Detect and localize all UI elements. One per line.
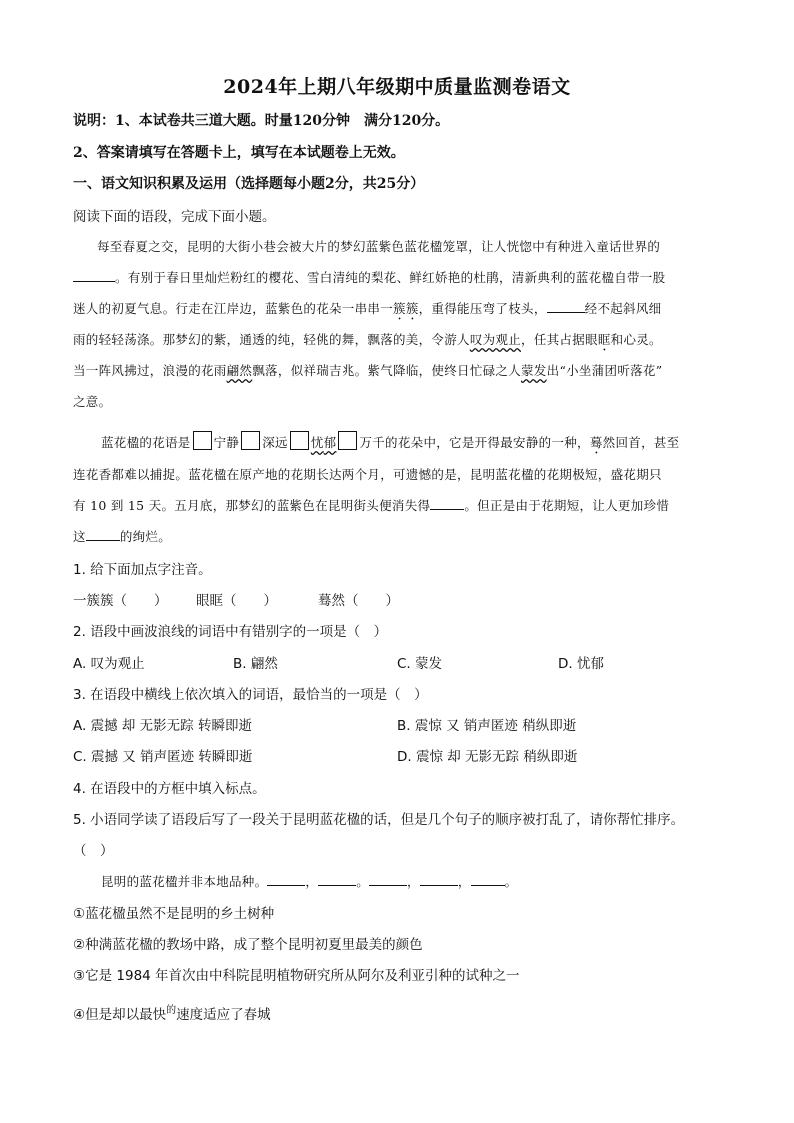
punctuation-box[interactable]: [241, 431, 260, 450]
passage-1-line-5: 当一阵风拂过，浪漫的花雨翩然飘落，似祥瑞吉兆。紫气降临，使终日忙碌之人蒙发出“小坐蒲团听落花”: [73, 363, 663, 378]
punctuation-box[interactable]: [338, 431, 357, 450]
question-5-answer-paren: （ ）: [73, 843, 114, 859]
order-blank-3: [369, 873, 407, 886]
q3-option-b[interactable]: B. 震惊 又 销声匿迹 稍纵即逝: [397, 718, 577, 734]
passage-1-line-2: 。有别于春日里灿烂粉红的樱花、雪白清纯的梨花、鲜红娇艳的杜鹃，清新典利的蓝花楹自带一股: [73, 268, 665, 286]
question-5-lead: 昆明的蓝花楹并非本地品种。 ， 。 ， ， 。: [101, 874, 518, 889]
question-2-stem: 2. 语段中画波浪线的词语中有错别字的一项是（ ）: [73, 624, 388, 640]
page-title: 2024年上期八年级期中质量监测卷语文: [223, 76, 571, 98]
question-3-stem: 3. 在语段中横线上依次填入的词语，最恰当的一项是（ ）: [73, 687, 428, 703]
passage-1-line-4: 雨的轻轻荡涤。那梦幻的紫，通透的纯，轻佻的舞，飘落的美，令游人叹为观止，任其占据眼眶和心灵。: [73, 332, 662, 347]
wavy-word: 叹为观止: [469, 332, 522, 347]
q5-sentence-4: ④但是却以最快$^的$速度适应了春城: [73, 1005, 271, 1023]
q3-option-d[interactable]: D. 震惊 却 无影无踪 稍纵即逝: [397, 749, 578, 765]
dotted-word: 簇簇: [393, 301, 419, 316]
wavy-word: 忧: [310, 435, 324, 450]
blank-2: [547, 300, 585, 313]
wavy-word: 蒙发: [521, 363, 547, 378]
q2-option-b[interactable]: B. 翩然: [233, 656, 278, 672]
blank-3: [430, 497, 464, 510]
q5-sentence-2: ②种满蓝花楹的教场中路，成了整个昆明初夏里最美的颜色: [73, 937, 423, 953]
passage-1-line-1: 每至春夏之交，昆明的大街小巷会被大片的梦幻蓝紫色蓝花楹笼罩，让人恍惚中有种进入童话世界的: [97, 239, 661, 254]
passage-1-line-6: 之意。: [73, 394, 112, 409]
reading-instruction: 阅读下面的语段，完成下面小题。: [73, 209, 276, 225]
passage-2-line-4: 这 的绚烂。: [73, 529, 172, 544]
passage-2-line-1: 蓝花楹的花语是 宁静 深远 忧郁 万千的花朵中，它是开得最安静的一种，蓦然回首，甚至: [101, 431, 679, 457]
punctuation-box[interactable]: [193, 431, 212, 450]
passage-2-line-2: 连花香都难以捕捉。蓝花楹在原产地的花期长达两个月，可遗憾的是，昆明蓝花楹的花期极短，盛花期只: [73, 467, 662, 482]
order-blank-2: [318, 873, 356, 886]
dotted-word: 蓦: [589, 435, 603, 450]
q2-option-a[interactable]: A. 叹为观止: [73, 656, 145, 672]
order-blank-5: [471, 873, 505, 886]
passage-2-line-3: 有 10 到 15 天。五月底，那梦幻的蓝紫色在昆明街头便消失得 。但正是由于花期短，让人更加珍惜: [73, 498, 670, 513]
q5-sentence-1: ①蓝花楹虽然不是昆明的乡土树种: [73, 906, 275, 922]
q3-option-a[interactable]: A. 震撼 却 无影无踪 转瞬即逝: [73, 718, 252, 734]
punctuation-box[interactable]: [290, 431, 309, 450]
wavy-word: 郁: [323, 435, 337, 450]
order-blank-4: [420, 873, 458, 886]
blank-1: [73, 269, 115, 282]
q1-item-3: 蓦然（ ）: [318, 593, 399, 609]
wavy-word: 翩然: [226, 363, 253, 378]
blank-4: [86, 528, 120, 541]
q1-item-2: 眼眶（ ）: [196, 593, 277, 609]
dotted-word: 眶: [597, 332, 611, 347]
question-4-stem: 4. 在语段中的方框中填入标点。: [73, 781, 266, 797]
passage-1-line-3: 迷人的初夏气息。行走在江岸边，蓝紫色的花朵一串串一簇簇，重得能压弯了枝头， 经不起斜风细: [73, 301, 662, 316]
q1-item-1: 一簇簇（ ）: [73, 593, 168, 609]
q5-sentence-3: ③它是 1984 年首次由中科院昆明植物研究所从阿尔及利亚引种的试种之一: [73, 968, 520, 984]
order-blank-1: [267, 873, 305, 886]
question-1-stem: 1. 给下面加点字注音。: [73, 562, 212, 578]
section-1-heading: 一、语文知识积累及运用（选择题每小题2分，共25分）: [73, 176, 425, 192]
exam-notes-line-2: 2、答案请填写在答题卡上，填写在本试题卷上无效。: [73, 145, 405, 161]
q3-option-c[interactable]: C. 震撼 又 销声匿迹 转瞬即逝: [73, 749, 253, 765]
question-5-stem: 5. 小语同学读了语段后写了一段关于昆明蓝花楹的话，但是几个句子的顺序被打乱了，请你帮忙排序。: [73, 812, 685, 828]
q2-option-c[interactable]: C. 蒙发: [397, 656, 443, 672]
exam-notes-line-1: 说明：1、本试卷共三道大题。时量120分钟 满分120分。: [73, 113, 450, 129]
q2-option-d[interactable]: D. 忧郁: [558, 656, 604, 672]
